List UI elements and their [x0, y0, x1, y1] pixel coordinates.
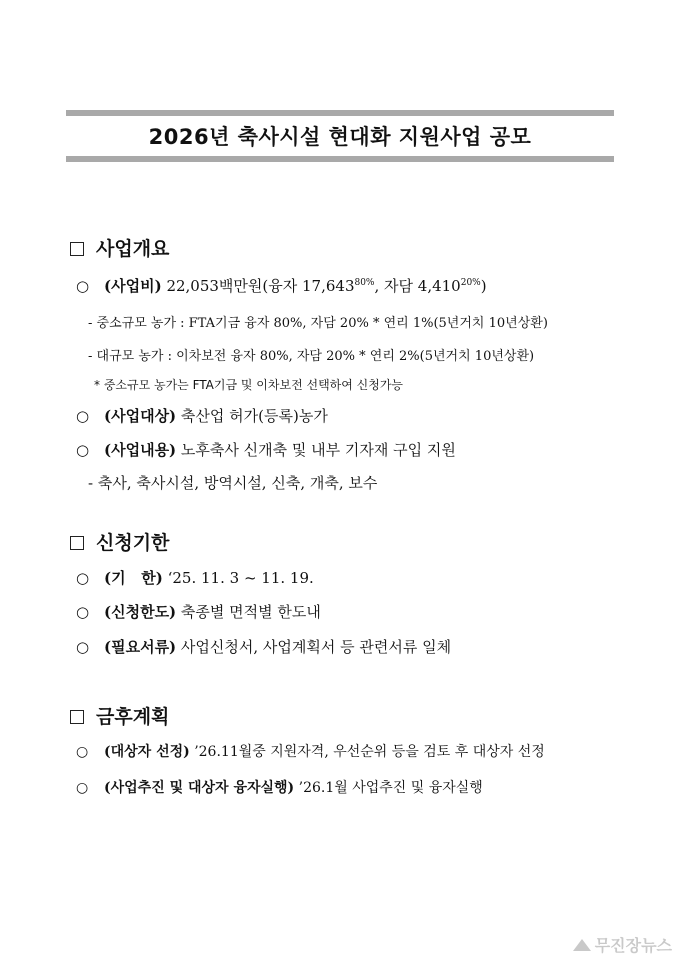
limit-text: 축종별 면적별 한도내 [176, 603, 321, 621]
section-heading-overview [70, 234, 169, 261]
section-heading-text: 신청기한 [96, 532, 170, 554]
circle-bullet-icon: ○ [76, 441, 90, 459]
content-line [76, 439, 456, 460]
circle-bullet-icon: ○ [76, 603, 90, 621]
section-heading-text: 금후계획 [96, 706, 170, 728]
checkbox-square-icon [70, 710, 84, 724]
budget-label: (사업비) [104, 277, 162, 295]
limit-label: (신청한도) [104, 603, 177, 621]
circle-bullet-icon: ○ [76, 744, 89, 760]
selection-label: (대상자 선정) [104, 744, 190, 760]
selection-text: ’26.11월중 지원자격, 우선순위 등을 검토 후 대상자 선정 [189, 744, 545, 760]
docs-text: 사업신청서, 사업계획서 등 관련서류 일체 [176, 638, 452, 656]
circle-bullet-icon: ○ [76, 638, 90, 656]
budget-line [76, 275, 487, 296]
budget-sup-1: 80% [354, 278, 375, 288]
checkbox-square-icon [70, 242, 84, 256]
facility-list-line: - 축사, 축사시설, 방역시설, 신축, 개축, 보수 [88, 474, 378, 492]
section-heading-deadline [70, 528, 169, 555]
content-text: 노후축사 신개축 및 내부 기자재 구입 지원 [176, 441, 456, 459]
budget-text-2: , 자담 4,410 [374, 277, 461, 295]
target-line [76, 405, 328, 426]
circle-bullet-icon: ○ [76, 277, 90, 295]
title-banner [66, 110, 614, 162]
page-title: 2026년 축사시설 현대화 지원사업 공모 [148, 125, 532, 149]
watermark-text: 무진장뉴스 [594, 936, 672, 955]
watermark [573, 933, 672, 956]
period-text: ‘25. 11. 3 ~ 11. 19. [162, 569, 314, 587]
budget-text-1: 22,053백만원(융자 17,643 [161, 277, 355, 295]
limit-line [76, 601, 321, 622]
docs-line [76, 636, 451, 657]
execution-label: (사업추진 및 대상자 융자실행) [104, 780, 295, 796]
budget-sup-2: 20% [460, 278, 481, 288]
small-farm-line: - 중소규모 농가 : FTA기금 융자 80%, 자담 20% * 연리 1%(5년거치 10년상환) [88, 316, 548, 331]
checkbox-square-icon [70, 536, 84, 550]
circle-bullet-icon: ○ [76, 569, 90, 587]
execution-line [76, 777, 483, 797]
large-farm-line: - 대규모 농가 : 이차보전 융자 80%, 자담 20% * 연리 2%(5년거치 10년상환) [88, 349, 535, 364]
execution-text: ’26.1월 사업추진 및 융자실행 [294, 780, 483, 796]
target-text: 축산업 허가(등록)농가 [176, 407, 328, 425]
circle-bullet-icon: ○ [76, 780, 89, 796]
selection-line [76, 741, 545, 761]
section-heading-plan [70, 702, 169, 729]
selection-note: * 중소규모 농가는 FTA기금 및 이차보전 선택하여 신청가능 [94, 378, 404, 392]
docs-label: (필요서류) [104, 638, 177, 656]
mountain-logo-icon [573, 939, 591, 951]
target-label: (사업대상) [104, 407, 177, 425]
period-line [76, 567, 314, 588]
budget-text-3: ) [480, 277, 487, 295]
content-label: (사업내용) [104, 441, 177, 459]
circle-bullet-icon: ○ [76, 407, 90, 425]
section-heading-text: 사업개요 [96, 238, 170, 260]
period-label: (기 한) [104, 569, 163, 587]
